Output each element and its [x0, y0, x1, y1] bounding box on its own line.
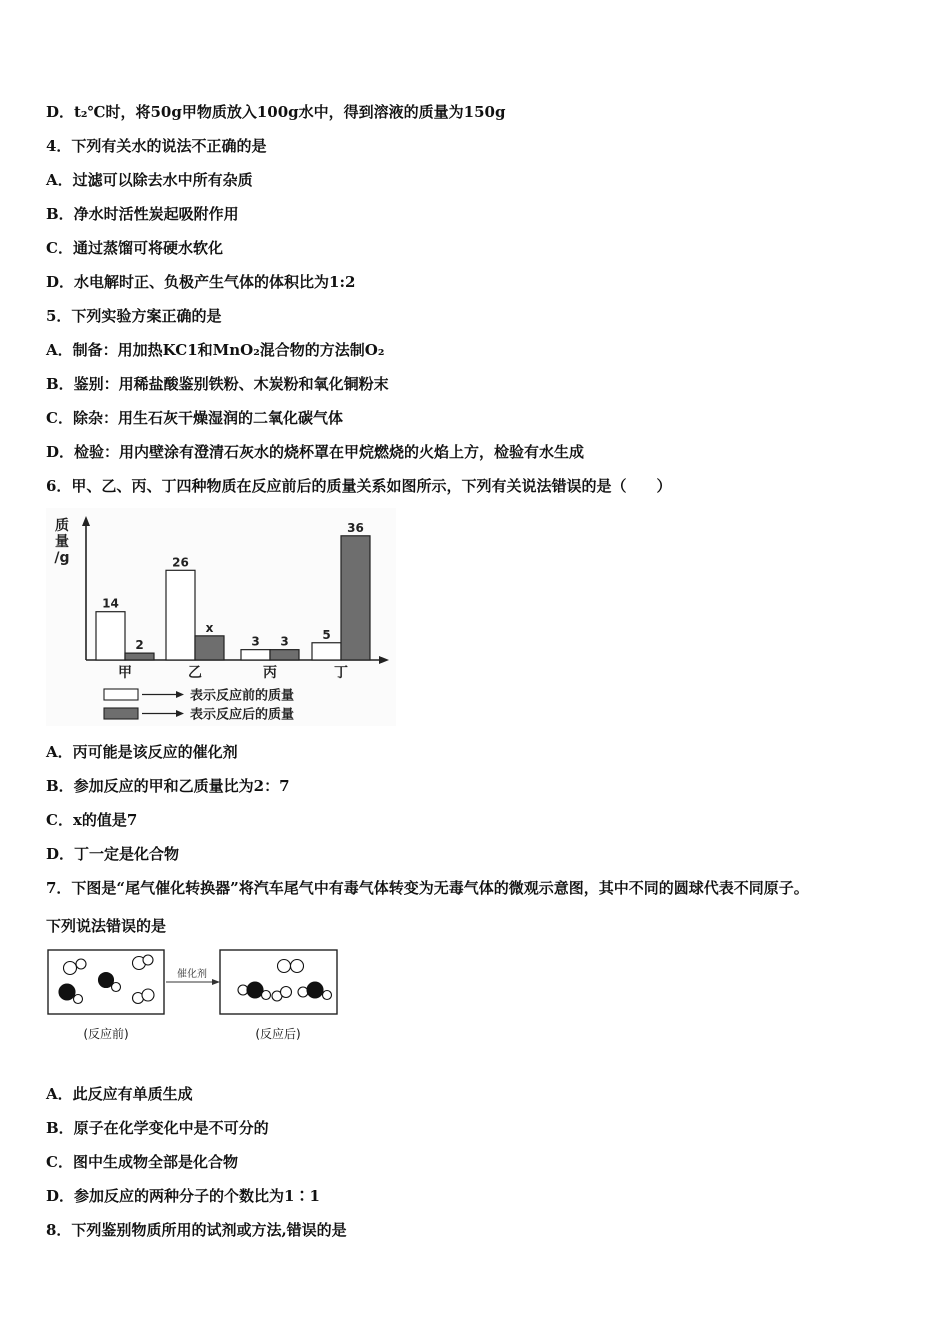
after-caption: (反应后) — [255, 1027, 301, 1041]
legend-swatch — [104, 689, 138, 700]
after-box — [220, 950, 337, 1014]
q7-option-c: C．图中生成物全部是化合物 — [46, 1153, 238, 1171]
q4-stem: 4．下列有关水的说法不正确的是 — [46, 137, 267, 155]
q6-option-c: C．x的值是7 — [46, 811, 138, 829]
bar-after — [341, 536, 370, 660]
q7-option-d: D．参加反应的两种分子的个数比为1∶1 — [46, 1187, 320, 1205]
bar-value-label: 5 — [322, 627, 331, 642]
bar-value-label: 2 — [135, 638, 144, 653]
q5-stem: 5．下列实验方案正确的是 — [46, 307, 222, 325]
o-atom — [74, 995, 83, 1004]
q3-option-d: D．t₂℃时，将50g甲物质放入100g水中，得到溶液的质量为150g — [46, 103, 506, 121]
bar-value-label: x — [205, 620, 214, 635]
c-atom — [307, 982, 323, 998]
o-atom — [298, 987, 308, 997]
bar-value-label: 3 — [251, 634, 260, 649]
q5-option-d: D．检验：用内壁涂有澄清石灰水的烧杯罩在甲烷燃烧的火焰上方，检验有水生成 — [46, 443, 585, 461]
o-atom — [64, 962, 77, 975]
q6-option-b: B．参加反应的甲和乙质量比为2：7 — [46, 777, 290, 795]
c-atom — [99, 973, 114, 988]
q6-stem: 6．甲、乙、丙、丁四种物质在反应前后的质量关系如图所示，下列有关说法错误的是（ ） — [46, 477, 672, 495]
q5-option-c: C．除杂：用生石灰干燥湿润的二氧化碳气体 — [46, 409, 343, 427]
atom — [281, 987, 292, 998]
bar-value-label: 26 — [172, 555, 189, 570]
category-label: 乙 — [188, 665, 202, 681]
atom — [143, 955, 153, 965]
category-label: 丁 — [334, 665, 348, 681]
atom — [76, 959, 86, 969]
q4-option-c: C．通过蒸馏可将硬水软化 — [46, 239, 223, 257]
q6-option-a: A．丙可能是该反应的催化剂 — [46, 743, 238, 761]
q4-option-a: A．过滤可以除去水中所有杂质 — [46, 171, 253, 189]
catalyst-label: 催化剂 — [177, 969, 207, 980]
q8-stem: 8．下列鉴别物质所用的试剂或方法,错误的是 — [46, 1221, 347, 1239]
bar-before — [96, 612, 125, 660]
atom — [278, 960, 291, 973]
bar-value-label: 36 — [347, 520, 364, 535]
q7-stem: 7．下图是“尾气催化转换器”将汽车尾气中有毒气体转变为无毒气体的微观示意图，其中不同的圆球代表不同原子。 — [46, 879, 809, 897]
o-atom — [323, 991, 332, 1000]
category-label: 丙 — [263, 665, 277, 681]
mass-bar-chart — [46, 508, 396, 726]
bar-after — [270, 650, 299, 660]
c-atom — [247, 982, 263, 998]
bar-before — [241, 650, 270, 660]
bar-after — [195, 636, 224, 660]
q4-option-d: D．水电解时正、负极产生气体的体积比为1:2 — [46, 273, 356, 291]
q7-stem-continued: 下列说法错误的是 — [46, 917, 167, 935]
q5-option-b: B．鉴别：用稀盐酸鉴别铁粉、木炭粉和氧化铜粉末 — [46, 375, 389, 393]
atom — [142, 989, 154, 1001]
c-atom — [59, 984, 75, 1000]
catalytic-converter-diagram — [46, 946, 346, 1046]
q7-option-b: B．原子在化学变化中是不可分的 — [46, 1119, 269, 1137]
q7-option-a: A．此反应有单质生成 — [46, 1085, 193, 1103]
bar-before — [166, 570, 195, 660]
atom — [291, 960, 304, 973]
q6-option-d: D．丁一定是化合物 — [46, 845, 180, 863]
bar-before — [312, 643, 341, 660]
y-axis-label-part: /g — [54, 550, 70, 566]
legend-label: 表示反应后的质量 — [190, 707, 295, 723]
o-atom — [262, 991, 271, 1000]
category-label: 甲 — [118, 665, 132, 681]
y-axis-label — [54, 517, 69, 566]
bar-value-label: 14 — [102, 596, 119, 611]
y-axis-label-part: 量 — [55, 534, 69, 550]
reaction-arrowhead — [212, 979, 220, 985]
q4-option-b: B．净水时活性炭起吸附作用 — [46, 205, 239, 223]
q5-option-a: A．制备：用加热KC1和MnO₂混合物的方法制O₂ — [46, 341, 385, 359]
before-caption: (反应前) — [83, 1027, 129, 1041]
y-axis-label-part: 质 — [55, 518, 69, 534]
legend-swatch — [104, 708, 138, 719]
legend-label: 表示反应前的质量 — [190, 688, 295, 704]
bar-after — [125, 653, 154, 660]
bar-value-label: 3 — [280, 634, 289, 649]
o-atom — [112, 983, 121, 992]
